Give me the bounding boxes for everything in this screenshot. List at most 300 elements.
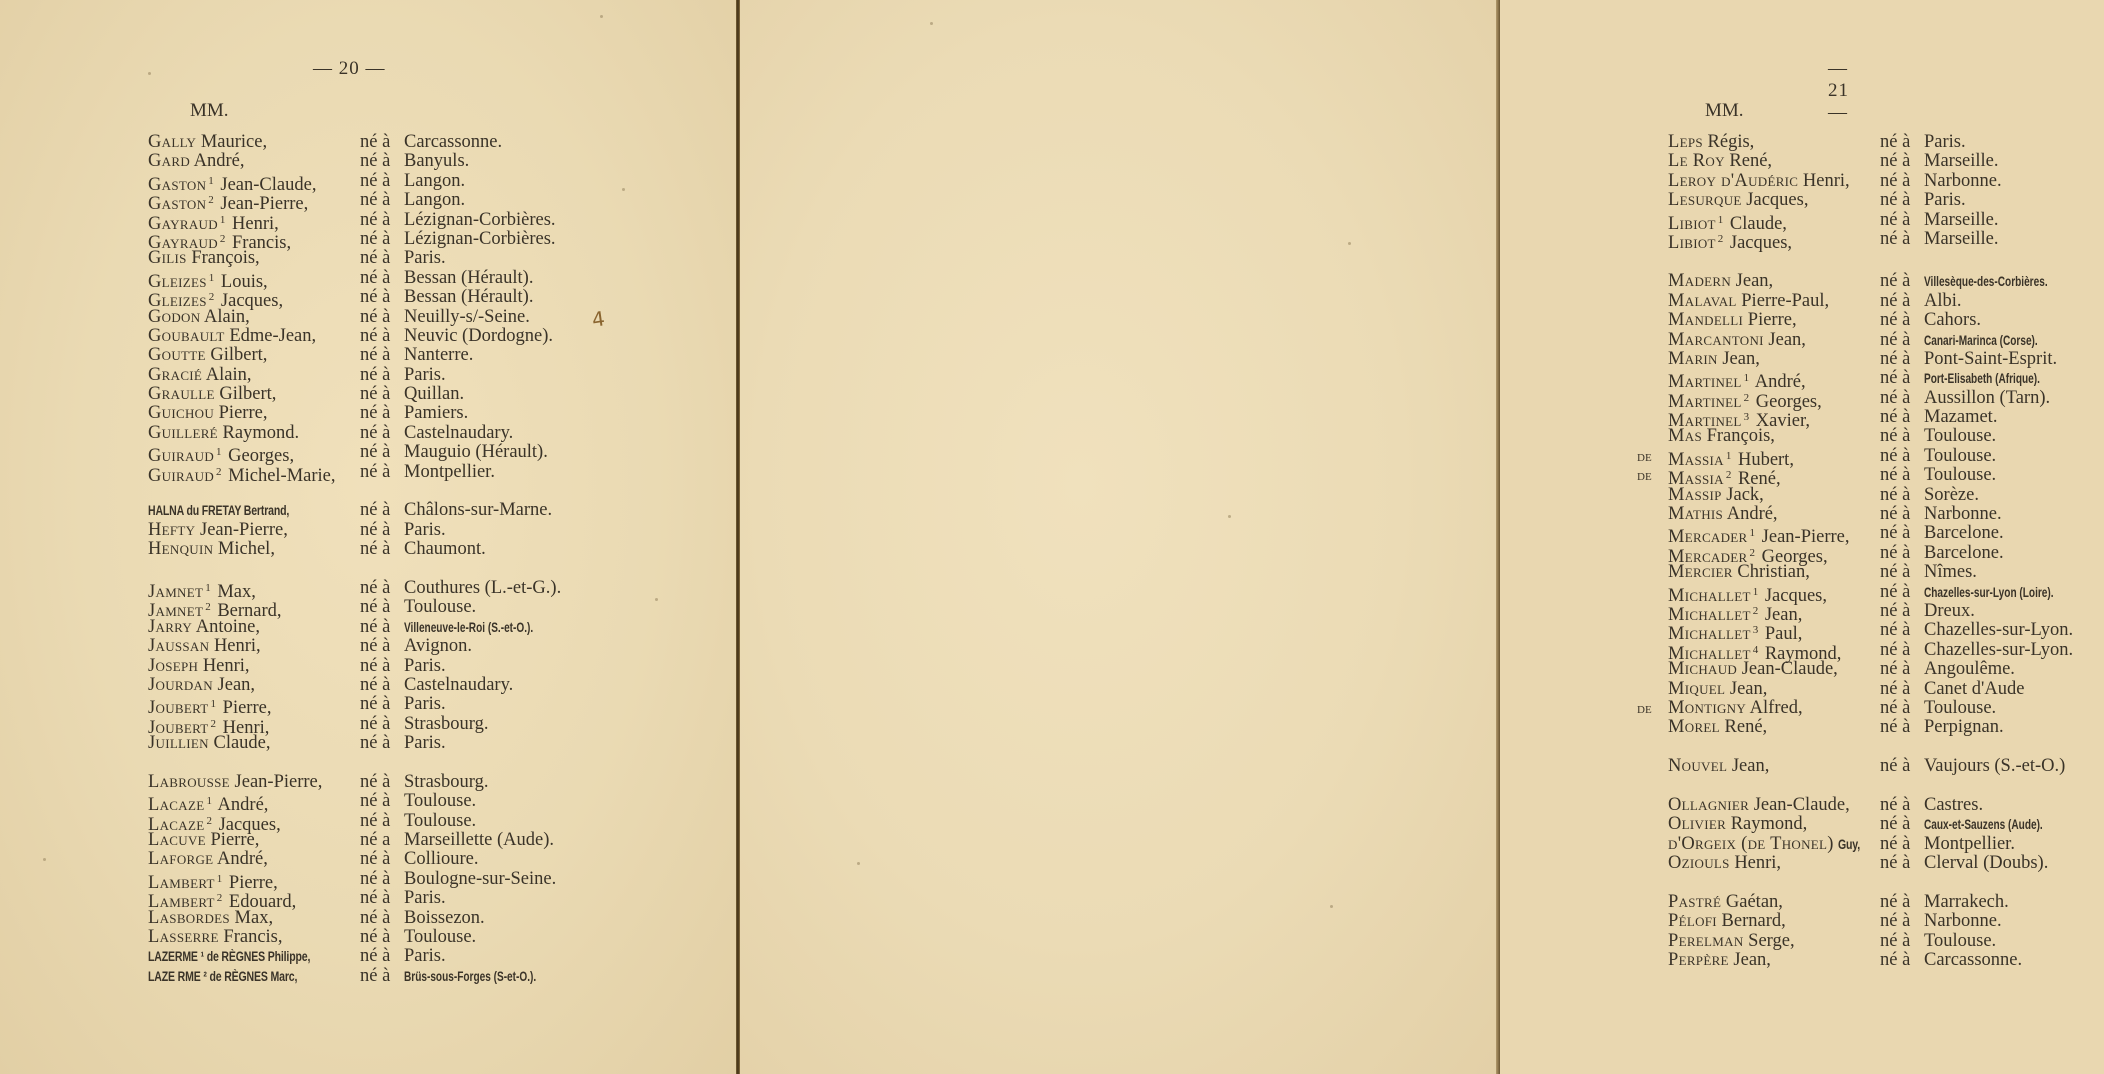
birthplace bbox=[1880, 427, 1996, 446]
place-name: Marseille. bbox=[1924, 151, 1999, 172]
given-name: Alfred, bbox=[1749, 697, 1803, 718]
given-name: Bernard, bbox=[1721, 911, 1786, 932]
person-name bbox=[148, 521, 288, 540]
person-name bbox=[1668, 757, 1769, 776]
surname: Joseph bbox=[148, 655, 199, 676]
given-name: Antoine, bbox=[195, 616, 260, 637]
place-name: Vaujours (S.-et-O.) bbox=[1924, 756, 2066, 777]
name-particle: de bbox=[1637, 699, 1652, 717]
birthplace bbox=[360, 172, 465, 191]
birthplace bbox=[1880, 408, 1997, 427]
given-name: Louis, bbox=[220, 271, 268, 292]
birthplace bbox=[360, 618, 583, 637]
birthplace bbox=[360, 540, 486, 559]
surname: Le Roy bbox=[1668, 151, 1725, 172]
place-name: Dreux. bbox=[1924, 600, 1975, 621]
born-label: né à bbox=[1880, 329, 1911, 350]
given-name: Pierre, bbox=[210, 830, 260, 851]
person-name bbox=[148, 501, 329, 520]
paper-speck bbox=[43, 858, 46, 861]
place-name: Brüs-sous-Forges (S-et-O.). bbox=[404, 967, 537, 984]
person-name bbox=[148, 540, 275, 559]
given-name: Jean, bbox=[1768, 329, 1806, 350]
born-label: né à bbox=[1880, 620, 1911, 641]
surname: Michaud bbox=[1668, 659, 1738, 680]
given-name: Jean-Claude, bbox=[220, 174, 317, 195]
born-label: né à bbox=[1880, 151, 1911, 172]
born-label: né à bbox=[360, 636, 391, 657]
born-label: né à bbox=[360, 771, 391, 792]
place-name: Quillan. bbox=[404, 384, 465, 405]
homonym-index: 1 bbox=[210, 698, 217, 711]
birthplace bbox=[1880, 699, 1996, 718]
place-name: Carcassonne. bbox=[404, 132, 503, 152]
born-label: né à bbox=[360, 868, 391, 889]
given-name: André, bbox=[193, 151, 245, 172]
given-name: René, bbox=[1737, 469, 1781, 490]
place-name: Toulouse. bbox=[1924, 465, 1997, 486]
surname: Gayraud bbox=[148, 232, 218, 253]
surname: Jaussan bbox=[148, 636, 210, 657]
birthplace bbox=[1880, 602, 1975, 621]
person-name bbox=[1668, 815, 1807, 834]
born-label: né à bbox=[1880, 228, 1911, 249]
born-label: né à bbox=[1880, 678, 1911, 699]
given-name: Jacques, bbox=[1764, 585, 1827, 606]
surname: Michallet bbox=[1668, 624, 1751, 645]
born-label: né à bbox=[1880, 562, 1911, 583]
surname: Lasserre bbox=[148, 927, 219, 948]
birthplace bbox=[360, 133, 502, 152]
surname: Laforge bbox=[148, 849, 214, 870]
place-name: Marseille. bbox=[1924, 228, 1999, 249]
place-name: Boulogne-sur-Seine. bbox=[404, 868, 557, 889]
given-name: Henri, bbox=[1802, 170, 1850, 191]
birthplace bbox=[360, 870, 556, 889]
born-label: né à bbox=[1880, 290, 1911, 311]
person-name bbox=[148, 463, 336, 486]
person-name bbox=[1668, 292, 1829, 311]
person-name bbox=[148, 133, 267, 152]
surname: Perelman bbox=[1668, 930, 1744, 951]
place-name: Angoulême. bbox=[1924, 659, 2015, 680]
birthplace bbox=[360, 734, 446, 753]
birthplace bbox=[1880, 796, 1983, 815]
born-label: né à bbox=[1880, 407, 1911, 428]
person-name bbox=[148, 424, 299, 443]
birthplace bbox=[360, 346, 473, 365]
given-name: Edme-Jean, bbox=[229, 325, 317, 346]
surname: Olivier bbox=[1668, 814, 1727, 835]
person-name bbox=[148, 831, 259, 850]
full-name: LAZERME ¹ de RÈGNES Philippe, bbox=[148, 949, 311, 965]
homonym-index: 1 bbox=[1725, 449, 1732, 462]
surname: Gally bbox=[148, 132, 197, 152]
born-label: né à bbox=[1880, 542, 1911, 563]
birthplace bbox=[360, 773, 488, 792]
birthplace bbox=[360, 269, 533, 288]
person-name bbox=[148, 734, 271, 753]
surname: Lesurque bbox=[1668, 190, 1742, 211]
paper-speck bbox=[930, 22, 933, 25]
surname: Mas bbox=[1668, 426, 1702, 447]
homonym-index: 4 bbox=[1752, 643, 1759, 656]
surname: Gracié bbox=[148, 364, 203, 385]
birthplace bbox=[360, 637, 472, 656]
born-label: né à bbox=[1880, 950, 1911, 971]
given-name: Maurice, bbox=[200, 132, 268, 152]
homonym-index: 2 bbox=[219, 232, 226, 245]
birthplace bbox=[360, 366, 446, 385]
born-label: né à bbox=[360, 694, 391, 715]
given-name: Jean, bbox=[1729, 678, 1768, 699]
born-label: né à bbox=[360, 364, 391, 385]
born-label: né à bbox=[360, 325, 391, 346]
birthplace bbox=[360, 947, 446, 966]
birthplace bbox=[1880, 544, 2004, 563]
paper-speck bbox=[857, 862, 860, 865]
surname: Michallet bbox=[1668, 585, 1751, 606]
surname: Jarry bbox=[148, 616, 193, 637]
place-name: Strasbourg. bbox=[404, 771, 489, 792]
born-label: né à bbox=[360, 927, 391, 948]
birthplace bbox=[360, 792, 476, 811]
name-particle: de bbox=[1637, 447, 1652, 465]
surname: Guiraud bbox=[148, 446, 215, 467]
born-label: né à bbox=[360, 151, 391, 172]
person-name bbox=[148, 676, 255, 695]
born-label: né à bbox=[360, 539, 391, 560]
born-label: né à bbox=[1880, 132, 1911, 152]
born-label: né à bbox=[360, 170, 391, 191]
born-label: né à bbox=[1880, 209, 1911, 230]
person-name bbox=[148, 249, 260, 268]
birthplace bbox=[360, 831, 554, 850]
person-name bbox=[1668, 133, 1754, 152]
given-name: Christian, bbox=[1737, 562, 1810, 583]
surname: Montigny bbox=[1668, 697, 1747, 718]
birthplace bbox=[360, 501, 552, 520]
person-name bbox=[1668, 486, 1764, 505]
surname: Madern bbox=[1668, 271, 1732, 292]
place-name: Chazelles-sur-Lyon (Loire). bbox=[1924, 583, 2054, 600]
born-label: né à bbox=[360, 713, 391, 734]
person-name bbox=[1668, 660, 1838, 679]
surname: Mercier bbox=[1668, 562, 1733, 583]
surname: Libiot bbox=[1668, 213, 1716, 234]
page-number: — 21 — bbox=[1828, 58, 1849, 123]
place-name: Paris. bbox=[404, 888, 446, 909]
born-label: né à bbox=[1880, 465, 1911, 486]
birthplace bbox=[360, 152, 469, 171]
born-label: né à bbox=[360, 733, 391, 754]
place-name: Castelnaudary. bbox=[404, 674, 514, 695]
given-name: André, bbox=[217, 849, 268, 870]
surname: Leps bbox=[1668, 132, 1703, 152]
place-name: Paris. bbox=[404, 364, 446, 385]
surname: Nouvel bbox=[1668, 756, 1728, 777]
place-name: Nîmes. bbox=[1924, 562, 1977, 583]
homonym-index: 1 bbox=[208, 271, 215, 284]
birthplace bbox=[360, 249, 446, 268]
surname: Lambert bbox=[148, 892, 215, 913]
surname: Lacuve bbox=[148, 830, 206, 851]
birthplace bbox=[1880, 292, 1962, 311]
born-label: né à bbox=[360, 287, 391, 308]
given-name: Jean, bbox=[1722, 348, 1760, 369]
surname: Pélofi bbox=[1668, 911, 1717, 932]
homonym-index: 1 bbox=[206, 795, 212, 808]
birthplace bbox=[360, 695, 446, 714]
birthplace bbox=[360, 812, 476, 831]
place-name: Toulouse. bbox=[1924, 445, 1997, 466]
person-name bbox=[1668, 796, 1850, 815]
surname: Mercader bbox=[1668, 527, 1748, 548]
born-label: né à bbox=[360, 228, 391, 249]
birthplace bbox=[1880, 524, 2004, 543]
place-name: Nanterre. bbox=[404, 345, 474, 366]
birthplace bbox=[1880, 932, 1996, 951]
surname: Guilleré bbox=[148, 422, 218, 443]
born-label: né à bbox=[360, 597, 391, 618]
person-name bbox=[1668, 230, 1792, 253]
birthplace bbox=[360, 521, 446, 540]
homonym-index: 2 bbox=[206, 814, 212, 827]
given-name: André, bbox=[217, 795, 269, 816]
page-number: — 20 — bbox=[313, 58, 386, 79]
person-name bbox=[1668, 350, 1760, 369]
person-name bbox=[148, 385, 276, 404]
place-name: Toulouse. bbox=[1924, 697, 1997, 718]
place-name: Castelnaudary. bbox=[404, 422, 514, 443]
birthplace bbox=[1880, 311, 1981, 330]
surname: Leroy d'Audéric bbox=[1668, 170, 1799, 191]
birthplace bbox=[1880, 369, 2085, 388]
person-name bbox=[1668, 718, 1767, 737]
birthplace bbox=[360, 308, 530, 327]
birthplace bbox=[1880, 272, 2096, 291]
birthplace bbox=[360, 230, 556, 249]
born-label: né à bbox=[360, 946, 391, 967]
surname: Joubert bbox=[148, 717, 209, 738]
paper-speck bbox=[1228, 515, 1231, 518]
born-label: né à bbox=[360, 849, 391, 870]
place-name: Paris. bbox=[404, 733, 446, 754]
person-name bbox=[148, 928, 283, 947]
person-name bbox=[148, 773, 322, 792]
homonym-index: 1 bbox=[216, 872, 223, 885]
birthplace bbox=[1880, 815, 2089, 834]
given-name: Xavier, bbox=[1755, 411, 1811, 432]
surname: Lasbordes bbox=[148, 907, 230, 928]
homonym-index: 2 bbox=[1752, 604, 1759, 617]
place-name: Paris. bbox=[404, 248, 446, 269]
place-name: Cahors. bbox=[1924, 310, 1982, 331]
place-name: Clerval (Doubs). bbox=[1924, 853, 2049, 874]
given-name: Jean-Pierre, bbox=[1761, 527, 1850, 548]
birthplace bbox=[360, 928, 476, 947]
given-name: Gaétan, bbox=[1725, 891, 1783, 912]
given-name: Jean, bbox=[1764, 604, 1803, 625]
given-name: Jean-Pierre, bbox=[234, 771, 323, 792]
birthplace bbox=[1880, 835, 2015, 854]
surname: Marcantoni bbox=[1668, 329, 1764, 350]
given-name: Francis, bbox=[223, 927, 283, 948]
place-name: Neuvic (Dordogne). bbox=[404, 325, 553, 346]
place-name: Villeneuve-le-Roi (S.-et-O.). bbox=[404, 618, 534, 635]
given-name: René, bbox=[1724, 717, 1768, 738]
given-name: Raymond, bbox=[1764, 643, 1842, 664]
given-name: François, bbox=[191, 248, 260, 269]
born-label: né à bbox=[1880, 484, 1911, 505]
place-name: Port-Elisabeth (Afrique). bbox=[1924, 370, 2040, 387]
place-name: Mazamet. bbox=[1924, 407, 1998, 428]
place-name: Barcelone. bbox=[1924, 542, 2004, 563]
given-name: André, bbox=[1726, 504, 1778, 525]
place-name: Strasbourg. bbox=[404, 713, 489, 734]
birthplace bbox=[1880, 660, 2015, 679]
born-label: né à bbox=[1880, 170, 1911, 191]
born-label: né à bbox=[1880, 600, 1911, 621]
place-name: Narbonne. bbox=[1924, 170, 2002, 191]
place-name: Collioure. bbox=[404, 849, 479, 870]
homonym-index: 1 bbox=[219, 213, 226, 226]
surname: Gaston bbox=[148, 174, 207, 195]
born-label: né à bbox=[1880, 504, 1911, 525]
place-name: Castres. bbox=[1924, 794, 1984, 815]
birthplace bbox=[1880, 563, 1977, 582]
surname: Massip bbox=[1668, 484, 1722, 505]
place-name: Carcassonne. bbox=[1924, 950, 2023, 971]
born-label: né à bbox=[360, 810, 391, 831]
birthplace bbox=[360, 191, 465, 210]
given-name: Hubert, bbox=[1737, 449, 1794, 470]
name-particle: de bbox=[1637, 467, 1652, 485]
birthplace bbox=[360, 676, 513, 695]
surname: Michallet bbox=[1668, 643, 1751, 664]
born-label: né à bbox=[1880, 659, 1911, 680]
birthplace bbox=[1880, 350, 2057, 369]
surname: Gleizes bbox=[148, 271, 207, 292]
place-name: Chazelles-sur-Lyon. bbox=[1924, 620, 2074, 641]
place-name: Paris. bbox=[404, 946, 446, 967]
born-label: né à bbox=[360, 132, 391, 152]
birthplace bbox=[360, 385, 464, 404]
born-label: né à bbox=[360, 965, 391, 986]
given-name: Edouard, bbox=[228, 892, 297, 913]
place-name: Paris. bbox=[1924, 190, 1966, 211]
birthplace bbox=[1880, 505, 2002, 524]
person-name bbox=[1668, 172, 1850, 191]
born-label: né à bbox=[360, 422, 391, 443]
given-name: Jacques, bbox=[1746, 190, 1809, 211]
birthplace bbox=[1880, 486, 1979, 505]
surname: Goutte bbox=[148, 345, 206, 366]
birthplace bbox=[1880, 389, 2050, 408]
surname: Lambert bbox=[148, 872, 215, 893]
homonym-index: 2 bbox=[205, 601, 211, 614]
person-name bbox=[148, 366, 252, 385]
birthplace bbox=[1880, 583, 2104, 602]
born-label: né à bbox=[1880, 581, 1911, 602]
given-name: Georges, bbox=[1761, 546, 1828, 567]
birthplace bbox=[360, 909, 485, 928]
given-name: Jean-Pierre, bbox=[220, 194, 309, 215]
given-name: Henri, bbox=[232, 213, 279, 234]
given-name: Jean, bbox=[1733, 950, 1771, 971]
place-name: Narbonne. bbox=[1924, 911, 2002, 932]
born-label: né à bbox=[360, 267, 391, 288]
place-name: Bessan (Hérault). bbox=[404, 267, 534, 288]
surname: Jamnet bbox=[148, 601, 204, 622]
full-name: LAZE RME ² de RÈGNES Marc, bbox=[148, 968, 298, 984]
surname: Massia bbox=[1668, 449, 1724, 470]
given-name: Georges, bbox=[1755, 391, 1822, 412]
homonym-index: 2 bbox=[208, 291, 215, 304]
homonym-index: 2 bbox=[1725, 469, 1732, 482]
surname: Guichou bbox=[148, 403, 215, 424]
born-label: né à bbox=[360, 209, 391, 230]
place-name: Langon. bbox=[404, 190, 466, 211]
person-name bbox=[148, 618, 260, 637]
place-name: Marseille. bbox=[1924, 209, 1999, 230]
place-name: Pamiers. bbox=[404, 403, 469, 424]
born-label: né à bbox=[360, 655, 391, 676]
surname: Henquin bbox=[148, 539, 214, 560]
born-label: né à bbox=[1880, 756, 1911, 777]
person-name bbox=[1668, 951, 1771, 970]
homonym-index: 2 bbox=[1717, 232, 1724, 245]
person-name bbox=[1668, 912, 1786, 931]
homonym-index: 3 bbox=[1752, 624, 1759, 637]
born-label: né à bbox=[360, 674, 391, 695]
person-name bbox=[1668, 152, 1772, 171]
birthplace bbox=[360, 424, 513, 443]
place-name: Neuilly-s/-Seine. bbox=[404, 306, 530, 327]
surname: Oziouls bbox=[1668, 853, 1730, 874]
given-name: Pierre, bbox=[218, 403, 268, 424]
list-heading: MM. bbox=[190, 100, 229, 121]
person-name bbox=[148, 909, 273, 928]
surname: Libiot bbox=[1668, 232, 1716, 253]
surname: Jourdan bbox=[148, 674, 213, 695]
birthplace bbox=[360, 579, 561, 598]
born-label: né à bbox=[1880, 523, 1911, 544]
birthplace bbox=[1880, 133, 1966, 152]
person-name bbox=[148, 327, 316, 346]
born-label: né à bbox=[360, 500, 391, 521]
person-name bbox=[148, 637, 261, 656]
given-name: Jacques, bbox=[1729, 232, 1793, 253]
person-name bbox=[1668, 699, 1803, 718]
homonym-index: 1 bbox=[1749, 527, 1756, 540]
person-name bbox=[148, 657, 250, 676]
birthplace bbox=[1880, 466, 1996, 485]
place-name: Paris. bbox=[404, 519, 446, 540]
birthplace bbox=[1880, 951, 2022, 970]
birthplace bbox=[1880, 172, 2002, 191]
person-name bbox=[1668, 893, 1783, 912]
surname: Gilis bbox=[148, 248, 187, 269]
given-name: Max, bbox=[217, 581, 256, 602]
paper-speck bbox=[622, 188, 625, 191]
given-name: Bernard, bbox=[217, 601, 282, 622]
given-name: Pierre, bbox=[1747, 310, 1797, 331]
person-name bbox=[148, 308, 250, 327]
place-name: Toulouse. bbox=[1924, 930, 1997, 951]
person-name bbox=[1668, 331, 1806, 350]
surname: Gard bbox=[148, 151, 191, 172]
